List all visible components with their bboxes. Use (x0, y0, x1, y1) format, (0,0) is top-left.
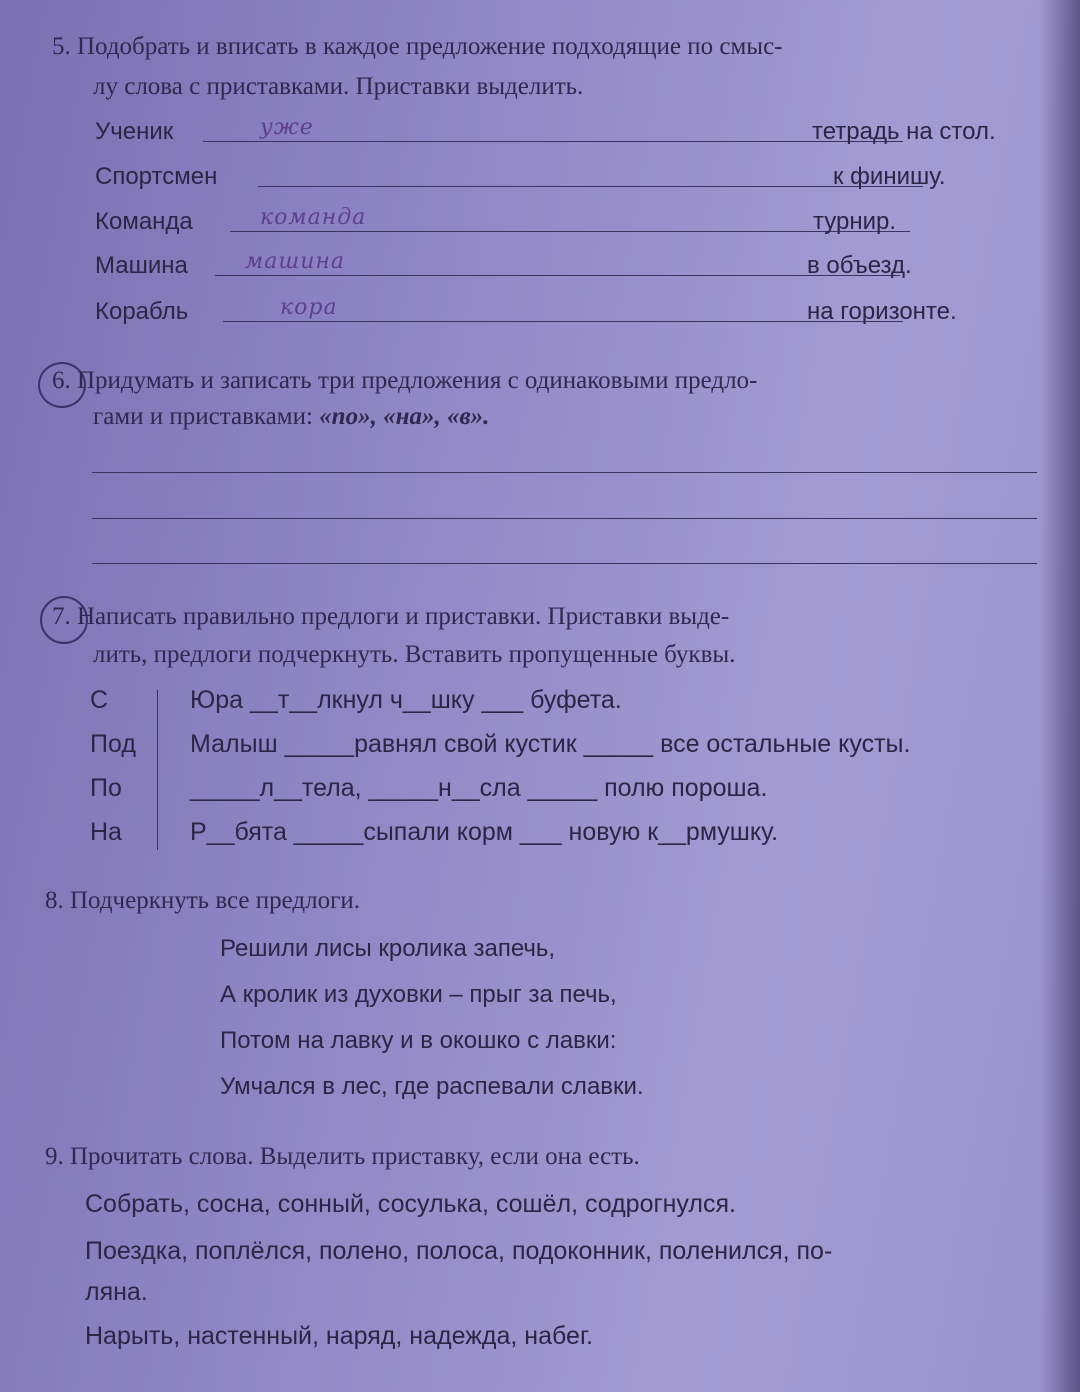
preposition: По (90, 774, 122, 802)
task7-title-line2: лить, предлоги подчеркнуть. Вставить пропущенные буквы. (93, 641, 736, 668)
table-row (90, 774, 1040, 818)
task6-title-items: «по», «на», «в». (319, 403, 490, 430)
row-start: Машина (95, 252, 188, 279)
sentence: Р__бята _____сыпали корм ___ новую к__рмушку. (190, 818, 779, 846)
poem-line: А кролик из духовки – прыг за печь, (220, 981, 617, 1008)
sentence: _____л__тела, _____н__сла _____ полю пороша. (190, 774, 768, 802)
poem-line: Решили лисы кролика запечь, (220, 935, 556, 962)
row-end: к финишу. (833, 163, 946, 190)
word-line: Поездка, поплёлся, полено, полоса, подоконник, поленился, по- (85, 1237, 833, 1265)
task7-title-line1: 7. Написать правильно предлоги и приставки. Приставки выде- (52, 603, 730, 630)
answer-line (92, 472, 1037, 473)
task5-title-line2: лу слова с приставками. Приставки выделить. (93, 73, 584, 100)
table-row (90, 818, 1040, 862)
task8-title: 8. Подчеркнуть все предлоги. (45, 887, 360, 914)
handwritten-answer: команда (260, 205, 367, 230)
row-start: Спортсмен (95, 163, 218, 190)
row-end: на горизонте. (807, 298, 957, 325)
task5-row (95, 155, 1035, 195)
handwritten-answer: машина (245, 249, 345, 274)
task5-title-line1: 5. Подобрать и вписать в каждое предложение подходящие по смыс- (52, 33, 783, 60)
task6-title-prefix: гами и приставками: (93, 403, 320, 430)
preposition: Под (90, 730, 136, 758)
row-end: в объезд. (807, 252, 912, 279)
task9-title: 9. Прочитать слова. Выделить приставку, если она есть. (45, 1143, 640, 1170)
row-start: Ученик (95, 118, 174, 145)
table-row (90, 686, 1040, 730)
row-end: тетрадь на стол. (812, 118, 996, 145)
word-line: Собрать, сосна, сонный, сосулька, сошёл, содрогнулся. (85, 1190, 736, 1218)
task5-row (95, 244, 1035, 284)
sentence: Юра __т__лкнул ч__шку ___ буфета. (190, 686, 622, 714)
word-line: Нарыть, настенный, наряд, надежда, набег. (85, 1322, 593, 1350)
sentence: Малыш _____равнял свой кустик _____ все остальные кусты. (190, 730, 911, 758)
page-edge-shadow (1040, 0, 1080, 1392)
task5-row (95, 110, 1035, 150)
word-line: ляна. (85, 1278, 148, 1306)
table-row (90, 730, 1040, 774)
answer-line (92, 518, 1037, 519)
answer-line (92, 563, 1037, 564)
task5-row (95, 200, 1035, 240)
task6-title-line2 (93, 400, 993, 434)
preposition: С (90, 686, 109, 714)
row-end: турнир. (813, 208, 897, 235)
task5-row (95, 290, 1035, 330)
handwritten-answer: кора (280, 295, 338, 320)
task6-title-line1: 6. Придумать и записать три предложения с одинаковыми предло- (52, 367, 758, 394)
handwritten-answer: уже (260, 115, 314, 140)
poem-line: Потом на лавку и в окошко с лавки: (220, 1027, 617, 1054)
row-start: Корабль (95, 298, 189, 325)
row-start: Команда (95, 208, 193, 235)
preposition: На (90, 818, 122, 846)
poem-line: Умчался в лес, где распевали славки. (220, 1073, 644, 1100)
